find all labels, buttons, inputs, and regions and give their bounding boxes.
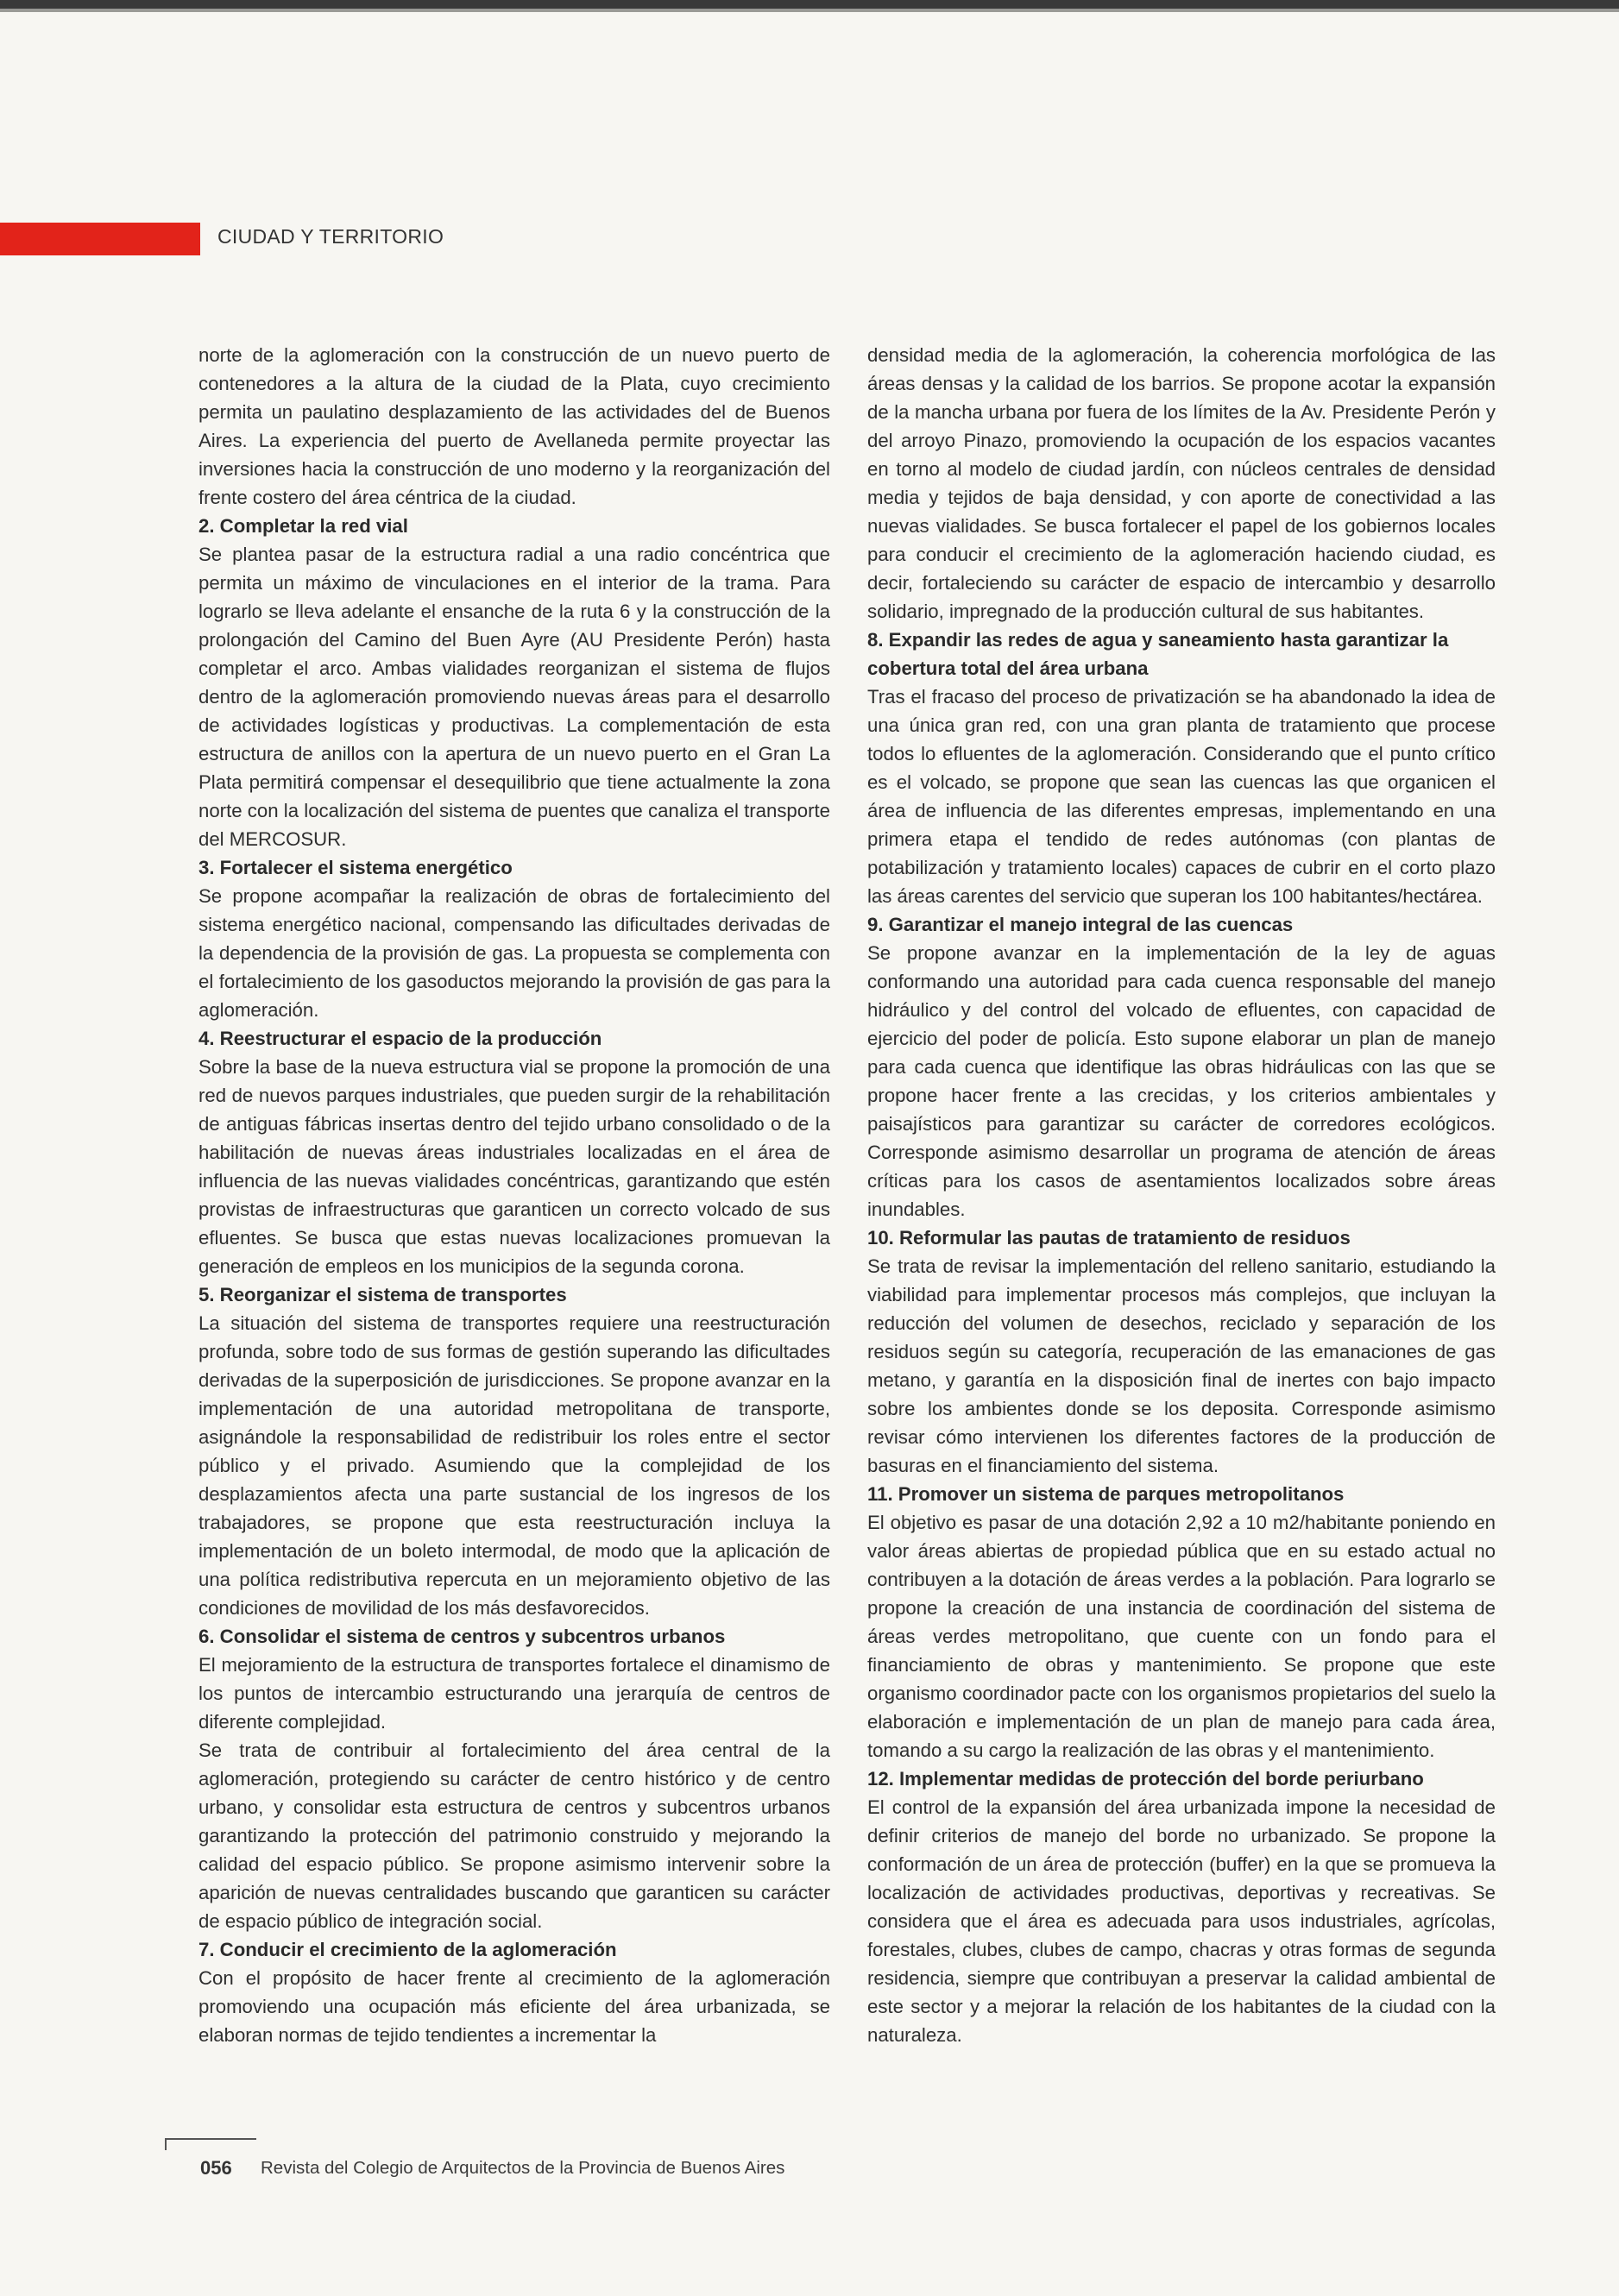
right-text-column [867,341,1496,2049]
body-paragraph: Se trata de contribuir al fortalecimiento del área central de la aglomeración, protegiendo su carácter de centro histórico y de centro urbano, y consolidar esta estructura de centros y subcentros urbanos garantizando la protección del patrimonio construido y mejorando la calidad del espacio público. Se propone asimismo intervenir sobre la aparición de nuevas centralidades buscando que garanticen su carácter de espacio público de integración social. [198,1739,830,1932]
section-heading: 4. Reestructurar el espacio de la producción [198,1028,602,1049]
body-paragraph: densidad media de la aglomeración, la coherencia morfológica de las áreas densas y la calidad de los barrios. Se propone acotar la expansión de la mancha urbana por fuera de los límites de la Av. Presidente Perón y del arroyo Pinazo, promoviendo la ocupación de los espacios vacantes en torno al modelo de ciudad jardín, con núcleos centrales de densidad media y tejidos de baja densidad, y con aporte de conectividad a las nuevas vialidades. Se busca fortalecer el papel de los gobiernos locales para conducir el crecimiento de la aglomeración haciendo ciudad, es decir, fortaleciendo su carácter de espacio de intercambio y desarrollo solidario, impregnado de la producción cultural de sus habitantes. [867,344,1496,622]
footer-rule-tick [165,2138,167,2150]
section-heading: 5. Reorganizar el sistema de transportes [198,1284,567,1305]
page-number: 056 [200,2157,232,2179]
section-heading: 2. Completar la red vial [198,515,408,537]
section-heading: 9. Garantizar el manejo integral de las cuencas [867,914,1294,935]
body-paragraph: El objetivo es pasar de una dotación 2,92 a 10 m2/habitante poniendo en valor áreas abiertas de propiedad pública que en su estado actual no contribuyen a la dotación de áreas verdes a la población. Para lograrlo se propone la creación de una instancia de coordinación del sistema de áreas verdes metropolitano, que cuente con un fondo para el financiamiento de obras y mantenimiento. Se propone que este organismo coordinador pacte con los organismos propietarios del suelo la elaboración e implementación de un plan de manejo para cada área, tomando a su cargo la realización de las obras y el mantenimiento. [867,1512,1496,1761]
footer-rule [165,2138,256,2140]
section-heading: 11. Promover un sistema de parques metropolitanos [867,1483,1345,1505]
journal-title: Revista del Colegio de Arquitectos de la Provincia de Buenos Aires [261,2158,785,2178]
body-paragraph: Sobre la base de la nueva estructura vial se propone la promoción de una red de nuevos parques industriales, que pueden surgir de la rehabilitación de antiguas fábricas insertas dentro del tejido urbano consolidado o de la habilitación de nuevas áreas industriales localizadas en el área de influencia de las nuevas vialidades concéntricas, garantizando que estén provistas de infraestructuras que garanticen un correcto volcado de sus efluentes. Se busca que estas nuevas localizaciones promuevan la generación de empleos en los municipios de la segunda corona. [198,1056,830,1277]
body-paragraph: Con el propósito de hacer frente al crecimiento de la aglomeración promoviendo una ocupación más eficiente del área urbanizada, se elaboran normas de tejido tendientes a incrementar la [198,1967,830,2046]
page-top-edge [0,0,1619,9]
left-text-column [198,341,830,2049]
section-heading: 10. Reformular las pautas de tratamiento de residuos [867,1227,1351,1249]
body-paragraph: Se propone acompañar la realización de obras de fortalecimiento del sistema energético nacional, compensando las dificultades derivadas de la dependencia de la provisión de gas. La propuesta se complementa con el fortalecimiento de los gasoductos mejorando la provisión de gas para la aglomeración. [198,885,830,1021]
section-heading: 12. Implementar medidas de protección del borde periurbano [867,1768,1424,1790]
body-paragraph: Se trata de revisar la implementación del relleno sanitario, estudiando la viabilidad para implementar procesos más complejos, que incluyan la reducción del volumen de desechos, reciclado y separación de los residuos según su categoría, recuperación de las emanaciones de gas metano, y garantía en la disposición final de inertes con bajo impacto sobre los ambientes donde se los deposita. Corresponde asimismo revisar cómo intervienen los diferentes factores de la producción de basuras en el financiamiento del sistema. [867,1255,1496,1476]
body-paragraph: Se propone avanzar en la implementación de la ley de aguas conformando una autoridad para cada cuenca responsable del manejo hidráulico y del control del volcado de efluentes, con capacidad de ejercicio del poder de policía. Esto supone elaborar un plan de manejo para cada cuenca que identifique las obras hidráulicas con las que se propone hacer frente a las crecidas, y los criterios ambientales y paisajísticos para garantizar su carácter de corredores ecológicos. Corresponde asimismo desarrollar un programa de atención de áreas críticas para los casos de asentamientos localizados sobre áreas inundables. [867,942,1496,1220]
section-color-bar [0,223,200,255]
body-paragraph: El control de la expansión del área urbanizada impone la necesidad de definir criterios de manejo del borde no urbanizado. Se propone la conformación de un área de protección (buffer) en la que se promueva la localización de actividades productivas, deportivas y recreativas. Se considera que el área es adecuada para usos industriales, agrícolas, forestales, clubes, clubes de campo, chacras y otras formas de segunda residencia, siempre que contribuyan a preservar la calidad ambiental de este sector y a mejorar la relación de los habitantes de la ciudad con la naturaleza. [867,1796,1496,2046]
section-heading: 7. Conducir el crecimiento de la aglomeración [198,1939,617,1960]
section-heading: 3. Fortalecer el sistema energético [198,857,513,878]
section-heading: 6. Consolidar el sistema de centros y subcentros urbanos [198,1626,726,1647]
body-paragraph: La situación del sistema de transportes requiere una reestructuración profunda, sobre todo de sus formas de gestión superando las dificultades derivadas de la superposición de jurisdicciones. Se propone avanzar en la implementación de una autoridad metropolitana de transporte, asignándole la responsabilidad de redistribuir los roles entre el sector público y el privado. Asumiendo que la complejidad de los desplazamientos afecta una parte sustancial de los ingresos de los trabajadores, se propone que esta reestructuración incluya la implementación de un boleto intermodal, de modo que la aplicación de una política redistributiva repercuta en un mejoramiento objetivo de las condiciones de movilidad de los más desfavorecidos. [198,1312,830,1619]
section-label: CIUDAD Y TERRITORIO [217,225,444,248]
body-paragraph: norte de la aglomeración con la construcción de un nuevo puerto de contenedores a la altura de la ciudad de la Plata, cuyo crecimiento permita un paulatino desplazamiento de las actividades del de Buenos Aires. La experiencia del puerto de Avellaneda permite proyectar las inversiones hacia la construcción de uno moderno y la reorganización del frente costero del área céntrica de la ciudad. [198,344,830,508]
body-paragraph: Se plantea pasar de la estructura radial a una radio concéntrica que permita un máximo de vinculaciones en el interior de la trama. Para lograrlo se lleva adelante el ensanche de la ruta 6 y la construcción de la prolongación del Camino del Buen Ayre (AU Presidente Perón) hasta completar el arco. Ambas vialidades reorganizan el sistema de flujos dentro de la aglomeración promoviendo nuevas áreas para el desarrollo de actividades logísticas y productivas. La complementación de esta estructura de anillos con la apertura de un nuevo puerto en el Gran La Plata permitirá compensar el desequilibrio que tiene actualmente la zona norte con la localización del sistema de puentes que canaliza el transporte del MERCOSUR. [198,544,830,850]
page-top-shadow [0,9,1619,12]
body-paragraph: El mejoramiento de la estructura de transportes fortalece el dinamismo de los puntos de intercambio estructurando una jerarquía de centros de diferente complejidad. [198,1654,830,1733]
section-heading: 8. Expandir las redes de agua y saneamiento hasta garantizar la cobertura total del área urbana [867,629,1449,679]
body-paragraph: Tras el fracaso del proceso de privatización se ha abandonado la idea de una única gran red, con una gran planta de tratamiento que procese todos lo efluentes de la aglomeración. Considerando que el punto crítico es el volcado, se propone que sean las cuencas las que organicen el área de influencia de las diferentes empresas, implementando en una primera etapa el tendido de redes autónomas (con plantas de potabilización y tratamiento locales) capaces de cubrir en el corto plazo las áreas carentes del servicio que superan los 100 habitantes/hectárea. [867,686,1496,907]
